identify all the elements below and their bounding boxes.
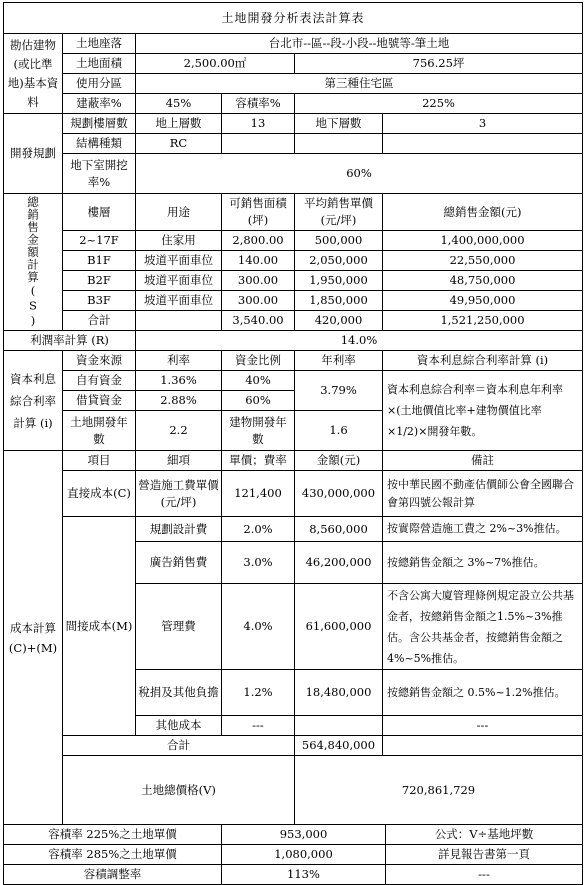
unit225-label: 容積率 225%之土地單價 — [4, 825, 222, 845]
floor-cell: B1F — [63, 251, 136, 271]
detail-cell: 管理費 — [136, 584, 222, 670]
use-cell: 住家用 — [136, 231, 222, 251]
adjust-label: 容積調整率 — [4, 865, 222, 885]
own-capital-label: 自有資金 — [63, 371, 136, 391]
land-years-label: 土地開發年數 — [63, 411, 136, 451]
floors-label: 規劃樓層數 — [63, 114, 136, 134]
unit-cell: 1.2% — [222, 670, 295, 716]
amount-cell: 8,560,000 — [295, 517, 383, 542]
detail-cell: 稅捐及其他負擔 — [136, 670, 222, 716]
cost-header-unit: 單價；費率 — [222, 451, 295, 471]
table-row — [4, 231, 583, 251]
unit-cell: 2.0% — [222, 517, 295, 542]
table-row — [4, 271, 583, 291]
remark-cell: 按總銷售金額之 3%~7%推估。 — [383, 542, 583, 584]
sales-sum-total: 1,521,250,000 — [383, 311, 583, 331]
area-cell: 300.00 — [222, 291, 295, 311]
build-years-label: 建物開發年數 — [222, 411, 295, 451]
unit225-formula: 公式：V÷基地坪數 — [386, 825, 583, 845]
area-ping: 756.25坪 — [295, 54, 583, 74]
unit225-value: 953,000 — [222, 825, 386, 845]
cost-header-amount: 金額(元) — [295, 451, 383, 471]
unit285-note: 詳見報告書第一頁 — [386, 845, 583, 865]
interest-header-rate: 利率 — [136, 351, 222, 371]
coverage-label: 建蔽率% — [63, 94, 136, 114]
area-cell: 300.00 — [222, 271, 295, 291]
sales-header-total: 總銷售金額(元) — [383, 194, 583, 231]
own-ratio: 40% — [222, 371, 295, 391]
basic-section-label: 勘估建物(或比準地)基本資料 — [4, 34, 63, 114]
amount-cell — [295, 716, 383, 736]
cost-section-label: 成本計算(C)+(M) — [4, 451, 63, 825]
unit-cell: 3.0% — [222, 542, 295, 584]
area-cell: 2,800.00 — [222, 231, 295, 251]
interest-header-ratio: 資金比例 — [222, 351, 295, 371]
cost-header-detail: 細項 — [136, 451, 222, 471]
area-label: 土地面積 — [63, 54, 136, 74]
direct-cost-amount: 430,000,000 — [295, 471, 383, 517]
use-cell: 坡道平面車位 — [136, 251, 222, 271]
area-sqm: 2,500.00㎡ — [136, 54, 295, 74]
excavation-label: 地下室開挖率% — [63, 154, 136, 194]
page-title: 土地開發分析表法計算表 — [4, 3, 583, 34]
profit-value: 14.0% — [136, 331, 583, 351]
use-cell: 坡道平面車位 — [136, 271, 222, 291]
cost-total-label: 合計 — [63, 736, 295, 756]
floor-cell: B2F — [63, 271, 136, 291]
detail-cell: 廣告銷售費 — [136, 542, 222, 584]
loan-capital-label: 借貸資金 — [63, 391, 136, 411]
land-development-table — [3, 2, 583, 885]
unit-cell: 4.0% — [222, 584, 295, 670]
amount-cell: 61,600,000 — [295, 584, 383, 670]
far-label: 容積率% — [222, 94, 295, 114]
plan-section-label: 開發規劃 — [4, 114, 63, 194]
total-cell: 1,400,000,000 — [383, 231, 583, 251]
loan-rate: 2.88% — [136, 391, 222, 411]
total-cell: 48,750,000 — [383, 271, 583, 291]
price-cell: 500,000 — [295, 231, 383, 251]
zoning-label: 使用分區 — [63, 74, 136, 94]
interest-header-source: 資金來源 — [63, 351, 136, 371]
amount-cell: 46,200,000 — [295, 542, 383, 584]
table-row — [4, 291, 583, 311]
remark-cell: 不含公寓大廈管理條例規定設立公共基金者，按總銷售金額之1.5%~3%推估。含公共基金者，按總銷售金額之 4%~5%推估。 — [383, 584, 583, 670]
direct-cost-unit: 121,400 — [222, 471, 295, 517]
profit-label: 利潤率計算 (R) — [4, 331, 136, 351]
loan-ratio: 60% — [222, 391, 295, 411]
unit-cell: --- — [222, 716, 295, 736]
interest-header-calc: 資本利息綜合利率計算 (i) — [383, 351, 583, 371]
unit285-label: 容積率 285%之土地單價 — [4, 845, 222, 865]
direct-cost-remark: 按中華民國不動產估價師公會全國聯合會第四號公報計算 — [383, 471, 583, 517]
table-row — [4, 251, 583, 271]
sales-sum-price: 420,000 — [295, 311, 383, 331]
cost-total-amount: 564,840,000 — [295, 736, 383, 756]
interest-header-annual: 年利率 — [295, 351, 383, 371]
price-cell: 1,950,000 — [295, 271, 383, 291]
sales-header-floor: 樓層 — [63, 194, 136, 231]
remark-cell: 按總銷售金額之 0.5%~1.2%推估。 — [383, 670, 583, 716]
above-value: 13 — [222, 114, 295, 134]
detail-cell: 規劃設計費 — [136, 517, 222, 542]
zoning-value: 第三種住宅區 — [136, 74, 583, 94]
use-cell: 坡道平面車位 — [136, 291, 222, 311]
build-years: 1.6 — [295, 411, 383, 451]
total-cell: 49,950,000 — [383, 291, 583, 311]
sales-header-area: 可銷售面積(坪) — [222, 194, 295, 231]
sales-section-label — [4, 194, 63, 331]
excavation-value: 60% — [136, 154, 583, 194]
price-cell: 1,850,000 — [295, 291, 383, 311]
interest-formula: 資本利息綜合利率＝資本利息年利率×(土地價值比率+建物價值比率×1/2)×開發年數。 — [383, 371, 583, 451]
amount-cell: 18,480,000 — [295, 670, 383, 716]
land-years: 2.2 — [136, 411, 222, 451]
coverage-value: 45% — [136, 94, 222, 114]
direct-cost-label: 直接成本(C) — [63, 471, 136, 517]
cost-header-remark: 備註 — [383, 451, 583, 471]
above-label: 地上層數 — [136, 114, 222, 134]
indirect-cost-label: 間接成本(M) — [63, 517, 136, 736]
interest-section-label: 資本利息綜合利率計算 (i) — [4, 351, 63, 451]
below-label: 地下層數 — [295, 114, 383, 134]
price-cell: 2,050,000 — [295, 251, 383, 271]
below-value: 3 — [383, 114, 583, 134]
direct-cost-detail: 營造施工費單價(元/坪) — [136, 471, 222, 517]
floor-cell: 2~17F — [63, 231, 136, 251]
sales-header-use: 用途 — [136, 194, 222, 231]
adjust-value: 113% — [222, 865, 386, 885]
table-row — [4, 517, 583, 542]
land-price-value: 720,861,729 — [295, 756, 583, 825]
sales-sum-area: 3,540.00 — [222, 311, 295, 331]
far-value: 225% — [295, 94, 583, 114]
structure-value: RC — [136, 134, 222, 154]
remark-cell: --- — [383, 716, 583, 736]
detail-cell: 其他成本 — [136, 716, 222, 736]
sales-header-price: 平均銷售單價(元/坪) — [295, 194, 383, 231]
cost-header-item: 項目 — [63, 451, 136, 471]
land-price-label: 土地總價格(V) — [63, 756, 295, 825]
location-value: 台北市--區--段-小段--地號等-筆土地 — [136, 34, 583, 54]
area-cell: 140.00 — [222, 251, 295, 271]
floor-cell: B3F — [63, 291, 136, 311]
unit285-value: 1,080,000 — [222, 845, 386, 865]
total-cell: 22,550,000 — [383, 251, 583, 271]
remark-cell: 按實際營造施工費之 2%~3%推估。 — [383, 517, 583, 542]
sales-sum-label: 合計 — [63, 311, 136, 331]
own-rate: 1.36% — [136, 371, 222, 391]
adjust-note: --- — [386, 865, 583, 885]
annual-rate: 3.79% — [295, 371, 383, 411]
sales-section-text: 總銷售金額計算(S) — [26, 195, 40, 329]
structure-label: 結構種類 — [63, 134, 136, 154]
location-label: 土地座落 — [63, 34, 136, 54]
